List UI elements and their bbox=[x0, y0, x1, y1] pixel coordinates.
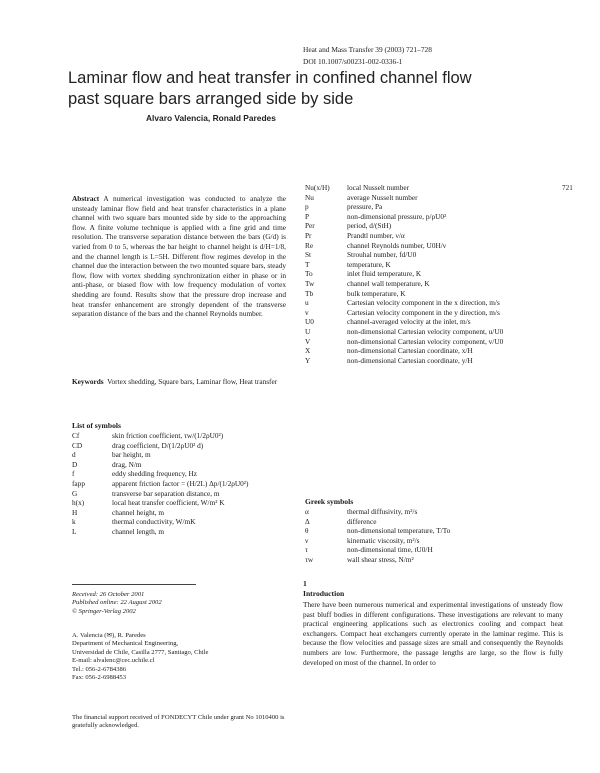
symbol-description: apparent friction factor = (H/2L) Δp/(1/2ρU0²) bbox=[112, 478, 249, 488]
affiliation-address: Universidad de Chile, Casilla 2777, Santiago, Chile bbox=[72, 648, 209, 656]
symbol: θ bbox=[305, 526, 309, 536]
page-number: 721 bbox=[562, 184, 573, 192]
abstract bbox=[72, 194, 286, 319]
symbol-row bbox=[305, 231, 561, 241]
symbol-row bbox=[305, 507, 561, 517]
abstract-label: Abstract bbox=[72, 194, 100, 203]
symbol: U0 bbox=[305, 317, 314, 327]
symbol-row bbox=[305, 202, 561, 212]
section-title: Introduction bbox=[303, 589, 345, 598]
symbol-description: non-dimensional time, tU0/H bbox=[347, 545, 433, 555]
symbol-row bbox=[305, 356, 561, 366]
symbol: f bbox=[72, 469, 75, 479]
symbol-description: average Nusselt number bbox=[347, 192, 418, 202]
symbol-description: channel-averaged velocity at the inlet, m/s bbox=[347, 317, 471, 327]
article-dates bbox=[72, 591, 162, 616]
paper-title: Laminar flow and heat transfer in confined channel flow past square bars arranged side by side bbox=[68, 69, 472, 108]
symbol-row bbox=[72, 517, 302, 527]
symbol-row bbox=[305, 250, 561, 260]
symbol-description: skin friction coefficient, τw/(1/2ρU0²) bbox=[112, 431, 224, 440]
symbol-row bbox=[72, 431, 302, 441]
affiliation-email: E-mail: alvalenc@cec.uchile.cl bbox=[72, 657, 155, 665]
journal-citation: Heat and Mass Transfer 39 (2003) 721–728 bbox=[303, 45, 432, 54]
symbol-row bbox=[72, 489, 302, 499]
symbol-row bbox=[72, 498, 302, 508]
symbol: T bbox=[305, 259, 310, 269]
symbol-description: transverse bar separation distance, m bbox=[112, 488, 220, 498]
symbols-list-right bbox=[305, 183, 561, 365]
keywords-text: Vortex shedding, Square bars, Laminar flow, Heat transfer bbox=[107, 377, 278, 386]
funding-note: The financial support received of FONDECYT Chile under grant No 1010400 is gratefully acknowledged. bbox=[72, 714, 285, 730]
symbol-row bbox=[305, 241, 561, 251]
symbol-description: non-dimensional Cartesian velocity component, u/U0 bbox=[347, 326, 504, 336]
section-number: 1 bbox=[303, 579, 307, 588]
symbol-description: bulk temperature, K bbox=[347, 288, 406, 298]
symbol: v bbox=[305, 307, 309, 317]
symbol-row bbox=[72, 469, 302, 479]
symbol: Y bbox=[305, 355, 311, 365]
symbol-description: thermal conductivity, W/mK bbox=[112, 517, 196, 527]
keywords-label: Keywords bbox=[72, 377, 104, 386]
journal-header bbox=[303, 44, 432, 68]
symbol: Nu(x/H) bbox=[305, 183, 330, 192]
symbol-row bbox=[72, 479, 302, 489]
affiliation-names: A. Valencia (✉), R. Paredes bbox=[72, 632, 146, 639]
symbol-row bbox=[305, 279, 561, 289]
symbol-row bbox=[305, 327, 561, 337]
introduction-text: There have been numerous numerical and experimental investigations of unsteady flow past bluff bodies in different configurations. These investigations are relevant to many practical engineering applications such as electronics cooling and compact heat exchangers. Compact heat exchangers currently operate in the laminar regime. This is because the flow velocities and passage sizes are small and consequently the Reynolds numbers are low. Furthermore, the passage lengths are large, so the flow is fully developed on most of the channel. In order to bbox=[303, 600, 563, 667]
symbol-description: inlet fluid temperature, K bbox=[347, 269, 422, 279]
list-of-symbols-heading: List of symbols bbox=[72, 421, 121, 430]
symbol: τ bbox=[305, 545, 308, 555]
symbol-row bbox=[305, 298, 561, 308]
symbols-list-left bbox=[72, 431, 302, 537]
symbol-row bbox=[305, 545, 561, 555]
symbol: fapp bbox=[72, 478, 85, 488]
symbol-row bbox=[305, 308, 561, 318]
symbol: St bbox=[305, 250, 312, 260]
symbol-row bbox=[305, 536, 561, 546]
symbol-row bbox=[72, 460, 302, 470]
symbol-description: Prandtl number, ν/α bbox=[347, 230, 405, 240]
symbol: u bbox=[305, 298, 309, 308]
symbol: P bbox=[305, 211, 310, 221]
doi: DOI 10.1007/s00231-002-0336-1 bbox=[303, 57, 403, 66]
symbol: To bbox=[305, 269, 313, 279]
symbol-description: local heat transfer coefficient, W/m² K bbox=[112, 498, 225, 508]
symbol-row bbox=[305, 346, 561, 356]
footnote-divider bbox=[72, 584, 196, 585]
symbol-row bbox=[305, 221, 561, 231]
symbol: h(x) bbox=[72, 498, 85, 508]
symbol-description: period, d/(StH) bbox=[347, 221, 392, 231]
symbol: k bbox=[72, 517, 76, 527]
symbol-description: channel height, m bbox=[112, 507, 165, 517]
symbol-row bbox=[305, 337, 561, 347]
symbol-row bbox=[305, 317, 561, 327]
symbol: Pr bbox=[305, 230, 312, 240]
symbol-description: wall shear stress, N/m² bbox=[347, 554, 414, 564]
symbol-description: pressure, Pa bbox=[347, 202, 383, 212]
symbol-description: Cartesian velocity component in the y direction, m/s bbox=[347, 307, 500, 317]
symbol-description: drag coefficient, D/(1/2ρU0² d) bbox=[112, 440, 204, 450]
symbol-description: channel wall temperature, K bbox=[347, 278, 430, 288]
symbol-description: thermal diffusivity, m²/s bbox=[347, 507, 418, 516]
symbol-row bbox=[305, 555, 561, 565]
symbol-description: non-dimensional Cartesian coordinate, y/H bbox=[347, 355, 473, 365]
affiliation-fax: Fax: 056-2-6988453 bbox=[72, 674, 127, 682]
symbol: Tw bbox=[305, 278, 315, 288]
symbol: Nu bbox=[305, 192, 314, 202]
symbol: Re bbox=[305, 240, 314, 250]
symbol: Cf bbox=[72, 431, 80, 440]
greek-symbols-list bbox=[305, 507, 561, 565]
symbol-description: channel length, m bbox=[112, 526, 165, 536]
symbol-description: bar height, m bbox=[112, 450, 151, 460]
symbol-description: local Nusselt number bbox=[347, 183, 410, 192]
symbol-row bbox=[305, 193, 561, 203]
symbol: U bbox=[305, 326, 311, 336]
published-date: Published online: 22 August 2002 bbox=[72, 599, 162, 607]
symbol-description: temperature, K bbox=[347, 259, 391, 269]
symbol-row bbox=[72, 508, 302, 518]
affiliation-department: Department of Mechanical Engineering, bbox=[72, 640, 179, 648]
symbol-description: channel Reynolds number, U0H/ν bbox=[347, 240, 447, 250]
symbol: ν bbox=[305, 535, 309, 545]
symbol: G bbox=[72, 488, 78, 498]
symbol: Per bbox=[305, 221, 315, 231]
affiliation bbox=[72, 632, 286, 682]
symbol-row bbox=[72, 527, 302, 537]
symbol-row bbox=[305, 517, 561, 527]
symbol-description: Cartesian velocity component in the x direction, m/s bbox=[347, 298, 500, 308]
symbol: V bbox=[305, 336, 311, 346]
symbol-row bbox=[305, 183, 561, 193]
symbol-row bbox=[72, 450, 302, 460]
symbol-description: kinematic viscosity, m²/s bbox=[347, 535, 420, 545]
symbol-description: non-dimensional Cartesian velocity component, v/U0 bbox=[347, 336, 504, 346]
symbol: p bbox=[305, 202, 309, 212]
symbol: CD bbox=[72, 440, 83, 450]
symbol-row bbox=[72, 441, 302, 451]
symbol-description: non-dimensional Cartesian coordinate, x/H bbox=[347, 346, 473, 356]
authors: Alvaro Valencia, Ronald Paredes bbox=[146, 113, 276, 123]
affiliation-tel: Tel.: 056-2-6784386 bbox=[72, 665, 127, 673]
received-date: Received: 26 October 2001 bbox=[72, 591, 145, 598]
symbol-description: non-dimensional pressure, p/ρU0² bbox=[347, 211, 447, 221]
symbol-row bbox=[305, 289, 561, 299]
symbol: X bbox=[305, 346, 311, 356]
symbol-description: difference bbox=[347, 516, 377, 526]
symbol-description: Strouhal number, fd/U0 bbox=[347, 250, 417, 260]
symbol: α bbox=[305, 507, 309, 516]
keywords bbox=[72, 377, 286, 387]
symbol-description: non-dimensional temperature, T/To bbox=[347, 526, 451, 536]
symbol: Δ bbox=[305, 516, 310, 526]
symbol-row bbox=[305, 269, 561, 279]
greek-symbols-heading: Greek symbols bbox=[305, 497, 354, 506]
symbol-row bbox=[305, 212, 561, 222]
symbol-description: eddy shedding frequency, Hz bbox=[112, 469, 198, 479]
symbol: τw bbox=[305, 554, 314, 564]
copyright: © Springer-Verlag 2002 bbox=[72, 607, 136, 615]
symbol: Tb bbox=[305, 288, 314, 298]
symbol-row bbox=[305, 260, 561, 270]
symbol-description: drag, N/m bbox=[112, 459, 142, 469]
symbol: D bbox=[72, 459, 78, 469]
symbol: H bbox=[72, 507, 78, 517]
symbol: L bbox=[72, 526, 77, 536]
symbol: d bbox=[72, 450, 76, 460]
abstract-text: A numerical investigation was conducted to analyze the unsteady laminar flow field and heat transfer characteristics in a plane channel with two square bars mounted side by side to the approaching flow. A finite volume technique is applied with a fine grid and time resolution. The transverse separation distance between the bars (G/d) is varied from 0 to 5, whereas the bar height to channel height is d/H=1/8, and the channel length is L=5H. Different flow regimes develop in the channel due the interaction between the two mounted square bars, steady flow, flow with vortex shedding synchronization either in phase or in anti-phase, or biased flow with low frequency modulation of vortex shedding are found. Results show that the pressure drop increase and heat transfer enhancement are strongly dependent of the transverse separation distance of the bars and the channel Reynolds number. bbox=[72, 194, 286, 319]
symbol-row bbox=[305, 526, 561, 536]
